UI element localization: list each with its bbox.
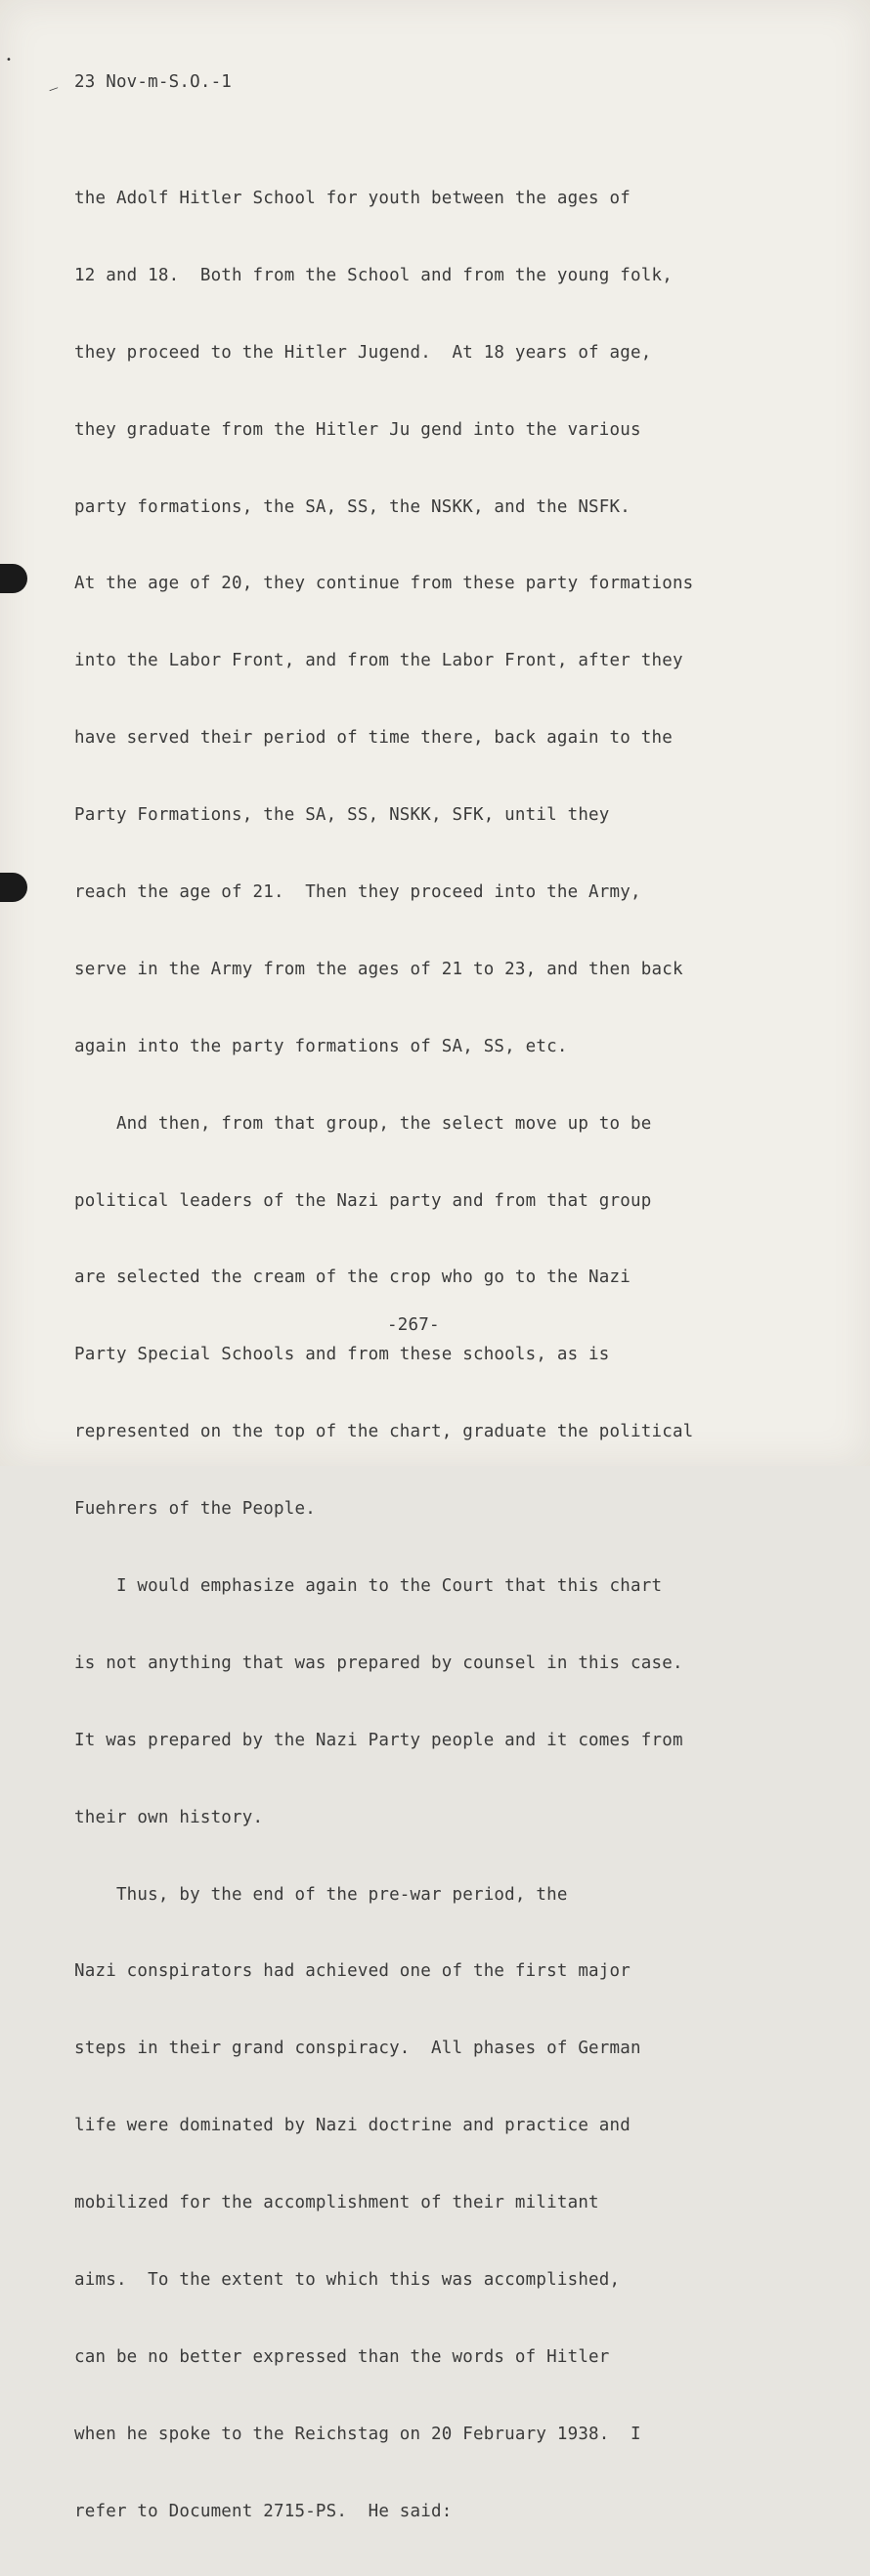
ink-mark: — xyxy=(47,82,61,97)
text-line: they proceed to the Hitler Jugend. At 18 years of age, xyxy=(74,342,652,363)
text-line: Party Formations, the SA, SS, NSKK, SFK, until they xyxy=(74,805,610,826)
text-line: 12 and 18. Both from the School and from the young folk, xyxy=(74,265,673,285)
text-line: can be no better expressed than the words of Hitler xyxy=(74,2346,610,2367)
text-line: Fuehrers of the People. xyxy=(74,1499,316,1520)
text-line: political leaders of the Nazi party and from that group xyxy=(74,1190,652,1211)
page-number: -267- xyxy=(387,1315,440,1335)
text-line: represented on the top of the chart, graduate the political xyxy=(74,1422,694,1442)
text-line: And then, from that group, the select move up to be xyxy=(74,1113,652,1134)
text-line: It was prepared by the Nazi Party people and it comes from xyxy=(74,1730,683,1750)
text-line: aims. To the extent to which this was accomplished, xyxy=(74,2270,621,2291)
text-line: they graduate from the Hitler Ju gend into the various xyxy=(74,419,641,440)
text-line: into the Labor Front, and from the Labor Front, after they xyxy=(74,651,683,671)
text-line: steps in their grand conspiracy. All phases of German xyxy=(74,2039,641,2059)
text-line: Thus, by the end of the pre-war period, the xyxy=(74,1884,568,1905)
text-line: Nazi conspirators had achieved one of the first major xyxy=(74,1961,631,1982)
text-line: their own history. xyxy=(74,1807,264,1827)
punch-hole xyxy=(0,564,27,593)
text-line: are selected the cream of the crop who go to the Nazi xyxy=(74,1267,631,1288)
text-line: At the age of 20, they continue from these party formations xyxy=(74,574,694,594)
text-line: party formations, the SA, SS, the NSKK, and the NSFK. xyxy=(74,496,631,517)
ink-mark: • xyxy=(6,55,12,65)
page-reference: 23 Nov-m-S.O.-1 xyxy=(74,72,233,92)
text-line: refer to Document 2715-PS. He said: xyxy=(74,2501,453,2521)
text-line: when he spoke to the Reichstag on 20 February 1938. I xyxy=(74,2424,641,2444)
text-line: I would emphasize again to the Court that this chart xyxy=(74,1576,663,1597)
text-line: life were dominated by Nazi doctrine and practice and xyxy=(74,2116,631,2136)
text-line: reach the age of 21. Then they proceed into the Army, xyxy=(74,882,641,903)
text-line: the Adolf Hitler School for youth between the ages of xyxy=(74,189,631,208)
punch-hole xyxy=(0,873,27,902)
text-line: have served their period of time there, back again to the xyxy=(74,728,673,749)
text-line: Party Special Schools and from these schools, as is xyxy=(74,1345,610,1365)
text-line: again into the party formations of SA, SS, etc. xyxy=(74,1036,568,1056)
text-line: serve in the Army from the ages of 21 to 23, and then back xyxy=(74,959,683,979)
body-text xyxy=(74,147,693,2576)
text-line: mobilized for the accomplishment of their militant xyxy=(74,2193,599,2213)
text-line: is not anything that was prepared by counsel in this case. xyxy=(74,1653,683,1673)
